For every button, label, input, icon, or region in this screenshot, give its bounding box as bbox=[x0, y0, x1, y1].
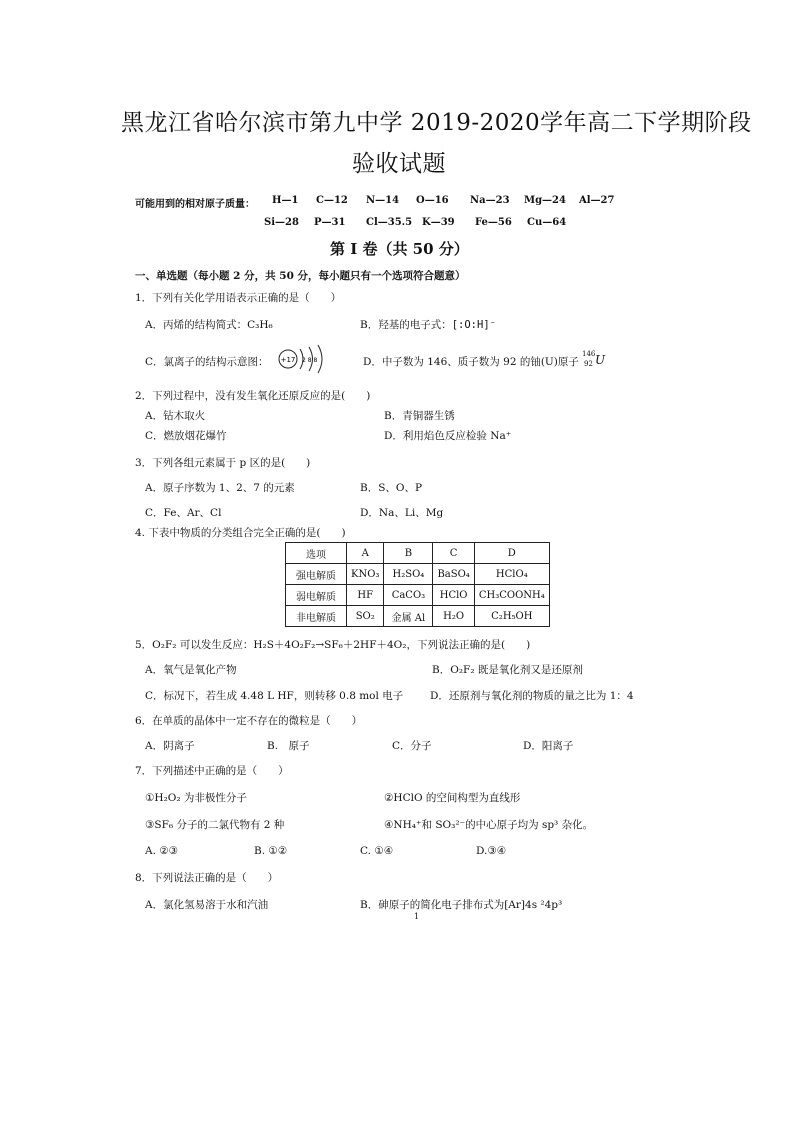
mass-fe: Fe—56 bbox=[475, 217, 512, 228]
mass-h: H—1 bbox=[272, 195, 299, 206]
q5-option-b: B．O₂F₂ 既是氧化剂又是还原剂 bbox=[432, 664, 583, 676]
table-cell: C₂H₅OH bbox=[474, 606, 549, 627]
nuclide-mass-number: 146 bbox=[582, 350, 596, 358]
q7-option-b: B. ①② bbox=[254, 845, 288, 857]
table-header-cell: A bbox=[347, 543, 384, 564]
shell-electrons: 2 8 8 bbox=[302, 357, 318, 364]
table-cell: BaSO₄ bbox=[433, 564, 474, 585]
q1-option-d: D．中子数为 146、质子数为 92 的铀(U)原子 bbox=[363, 356, 579, 368]
table-header-cell: B bbox=[384, 543, 433, 564]
chloride-ion-diagram bbox=[276, 343, 332, 375]
table-cell: H₂SO₄ bbox=[384, 564, 433, 585]
q6-option-c: C．分子 bbox=[392, 740, 432, 752]
mass-cl: Cl—35.5 bbox=[366, 217, 413, 228]
q5-option-d: D．还原剂与氧化剂的物质的量之比为 1：4 bbox=[430, 690, 634, 702]
mass-k: K—39 bbox=[422, 217, 455, 228]
mass-na: Na—23 bbox=[470, 195, 510, 206]
q7-statement-4: ④NH₄⁺和 SO₃²⁻的中心原子均为 sp³ 杂化。 bbox=[384, 819, 594, 831]
table-cell: CH₃COONH₄ bbox=[474, 585, 549, 606]
table-cell: 弱电解质 bbox=[286, 585, 347, 606]
q7-option-c: C. ①④ bbox=[360, 845, 394, 857]
mass-o: O—16 bbox=[416, 195, 449, 206]
q2-option-c: C．燃放烟花爆竹 bbox=[145, 430, 227, 442]
table-cell: KNO₃ bbox=[347, 564, 384, 585]
mass-mg: Mg—24 bbox=[524, 195, 566, 206]
table-header-row bbox=[286, 543, 550, 564]
table-cell: H₂O bbox=[433, 606, 474, 627]
title-line-1: 黑龙江省哈尔滨市第九中学 2019-2020学年高二下学期阶段 bbox=[121, 110, 752, 136]
classification-table bbox=[285, 542, 550, 627]
volume-heading: 第 I 卷（共 50 分） bbox=[330, 240, 469, 258]
table-header-cell: 选项 bbox=[286, 543, 347, 564]
q7-statement-1: ①H₂O₂ 为非极性分子 bbox=[145, 792, 247, 804]
q6-option-d: D．阳离子 bbox=[523, 740, 574, 752]
q1-option-b: B．羟基的电子式：[:O:H]⁻ bbox=[360, 319, 496, 331]
uranium-nuclide bbox=[582, 350, 612, 372]
q3-option-a: A．原子序数为 1、2、7 的元素 bbox=[145, 482, 295, 494]
mass-si: Si—28 bbox=[264, 217, 299, 228]
q7-statement-3: ③SF₆ 分子的二氯代物有 2 种 bbox=[145, 819, 285, 831]
table-row bbox=[286, 606, 550, 627]
q6-stem: 6．在单质的晶体中一定不存在的微粒是（ ） bbox=[135, 715, 363, 727]
q3-option-d: D．Na、Li、Mg bbox=[360, 507, 444, 519]
q3-option-c: C．Fe、Ar、Cl bbox=[145, 507, 222, 519]
nuclide-atomic-number: 92 bbox=[584, 360, 593, 368]
nuclide-symbol: U bbox=[595, 353, 606, 367]
mass-al: Al—27 bbox=[579, 195, 615, 206]
q2-option-d: D．利用焰色反应检验 Na⁺ bbox=[384, 430, 512, 442]
q8-option-b: B．砷原子的简化电子排布式为[Ar]4s ²4p³ bbox=[360, 899, 563, 911]
table-row bbox=[286, 564, 550, 585]
table-cell: CaCO₃ bbox=[384, 585, 433, 606]
q7-statement-2: ②HClO 的空间构型为直线形 bbox=[384, 792, 521, 804]
q8-stem: 8．下列说法正确的是（ ） bbox=[135, 872, 279, 884]
table-cell: 非电解质 bbox=[286, 606, 347, 627]
q4-stem: 4. 下表中物质的分类组合完全正确的是( ) bbox=[135, 527, 346, 539]
q6-option-a: A．阴离子 bbox=[145, 740, 195, 752]
nucleus-charge: +17 bbox=[280, 356, 296, 364]
title-line-2: 验收试题 bbox=[352, 151, 446, 177]
q3-stem: 3．下列各组元素属于 p 区的是( ) bbox=[135, 457, 311, 469]
section-heading: 一、单选题（每小题 2 分，共 50 分，每小题只有一个选项符合题意） bbox=[135, 270, 466, 282]
q3-option-b: B．S、O、P bbox=[360, 482, 423, 494]
q6-option-b: B. 原子 bbox=[267, 740, 310, 752]
q1-option-c: C．氯离子的结构示意图： bbox=[145, 356, 269, 368]
table-cell: 金属 Al bbox=[384, 606, 433, 627]
q1-option-a: A．丙烯的结构简式：C₃H₆ bbox=[145, 319, 273, 331]
table-row bbox=[286, 585, 550, 606]
table-cell: SO₂ bbox=[347, 606, 384, 627]
q7-option-a: A. ②③ bbox=[145, 845, 179, 857]
mass-p: P—31 bbox=[314, 217, 346, 228]
mass-n: N—14 bbox=[366, 195, 400, 206]
mass-c: C—12 bbox=[316, 195, 348, 206]
table-cell: HClO₄ bbox=[474, 564, 549, 585]
atomic-mass-label: 可能用到的相对原子质量： bbox=[135, 199, 255, 210]
table-cell: HClO bbox=[433, 585, 474, 606]
q1-stem: 1．下列有关化学用语表示正确的是（ ） bbox=[135, 292, 342, 304]
table-cell: HF bbox=[347, 585, 384, 606]
q2-option-b: B．青铜器生锈 bbox=[384, 410, 455, 422]
q7-stem: 7．下列描述中正确的是（ ） bbox=[135, 765, 289, 777]
q5-stem: 5．O₂F₂ 可以发生反应：H₂S＋4O₂F₂→SF₆＋2HF＋4O₂，下列说法正确的是( ) bbox=[135, 639, 531, 651]
page-number: 1 bbox=[414, 912, 420, 921]
q2-stem: 2．下列过程中，没有发生氧化还原反应的是( ) bbox=[135, 390, 371, 402]
q7-option-d: D.③④ bbox=[476, 845, 507, 857]
q2-option-a: A．钻木取火 bbox=[145, 410, 206, 422]
table-header-cell: C bbox=[433, 543, 474, 564]
q5-option-a: A．氧气是氧化产物 bbox=[145, 664, 237, 676]
table-cell: 强电解质 bbox=[286, 564, 347, 585]
shell-arc-3 bbox=[318, 345, 322, 373]
mass-cu: Cu—64 bbox=[527, 217, 567, 228]
table-header-cell: D bbox=[474, 543, 549, 564]
q5-option-c: C．标况下，若生成 4.48 L HF，则转移 0.8 mol 电子 bbox=[145, 690, 404, 702]
q8-option-a: A．氯化氢易溶于水和汽油 bbox=[145, 899, 269, 911]
